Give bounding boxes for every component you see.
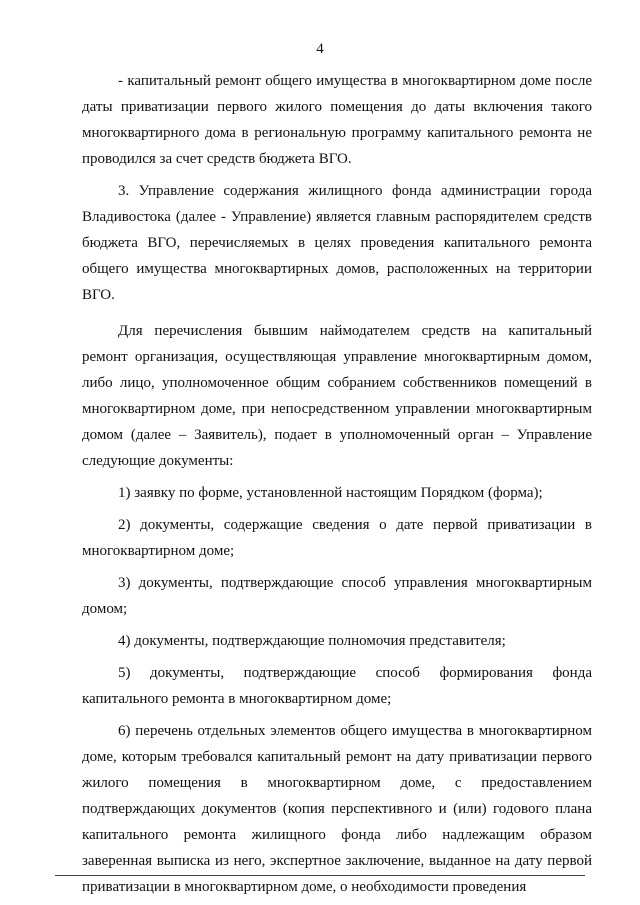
paragraph-repair-condition: - капитальный ремонт общего имущества в многоквартирном доме после даты приватизации первого жилого помещения до даты включения такого многоквартирного дома в региональную программу капитального ремонта не проводился за счет средств бюджета ВГО. xyxy=(82,73,592,167)
paragraph-documents-intro: Для перечисления бывшим наймодателем средств на капитальный ремонт организация, осуществляющая управление многоквартирным домом, либо лицо, уполномоченное общим собранием собственников помещений в многоквартирном доме, при непосредственном управлении многоквартирным домом (далее – Заявитель), подает в уполномоченный орган – Управление следующие документы: xyxy=(82,323,592,469)
list-item-2: 2) документы, содержащие сведения о дате первой приватизации в многоквартирном доме; xyxy=(82,517,592,559)
page-number: 4 xyxy=(316,41,324,57)
list-item-4: 4) документы, подтверждающие полномочия представителя; xyxy=(118,633,506,649)
paragraph-clause-3: 3. Управление содержания жилищного фонда администрации города Владивостока (далее - Управление) является главным распорядителем средств бюджета ВГО, перечисляемых в целях проведения капитального ремонта общего имущества многоквартирных домов, расположенных на территории ВГО. xyxy=(82,183,592,303)
list-item-1: 1) заявку по форме, установленной настоящим Порядком (форма); xyxy=(118,485,543,501)
page-bottom-rule xyxy=(55,875,585,876)
document-body xyxy=(82,68,592,900)
list-item-5: 5) документы, подтверждающие способ формирования фонда капитального ремонта в многоквартирном доме; xyxy=(82,665,592,707)
list-item-6: 6) перечень отдельных элементов общего имущества в многоквартирном доме, которым требовался капитальный ремонт на дату приватизации первого жилого помещения в многоквартирном доме, с предоставлением подтверждающих документов (копия перспективного и (или) годового плана капитального ремонта жилищного фонда либо надлежащим образом заверенная выписка из него, экспертное заключение, выданное на дату первой приватизации в многоквартирном доме, о необходимости проведения xyxy=(82,723,592,895)
list-item-3: 3) документы, подтверждающие способ управления многоквартирным домом; xyxy=(82,575,592,617)
